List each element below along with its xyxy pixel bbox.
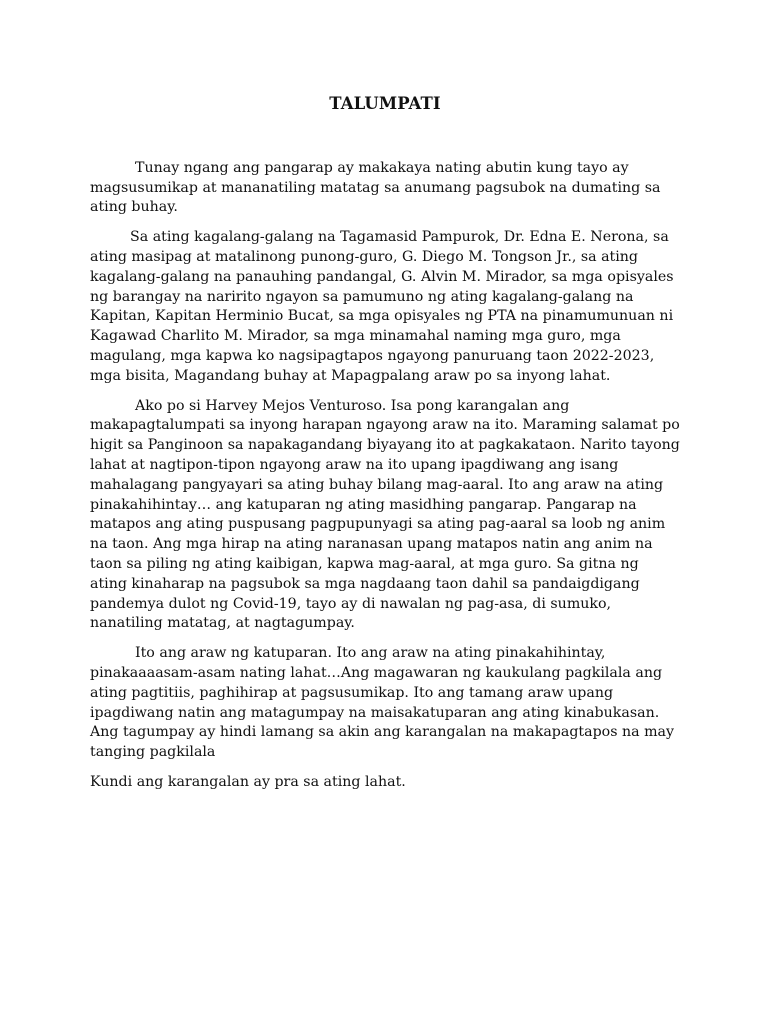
paragraph-closing: Kundi ang karangalan ay pra sa ating lahat. bbox=[90, 773, 406, 790]
paragraph-self-introduction: Ako po si Harvey Mejos Venturoso. Isa pong karangalan ang makapagtalumpati sa inyong harapan ngayong araw na ito. Maraming salamat po higit sa Panginoon sa napakagandang biyayang ito at pagkakataon. Narito tayong lahat at nagtipon-tipon ngayong araw na ito upang ipagdiwang ang isang mahalagang pangyayari sa ating buhay bilang mag-aaral. Ito ang araw na ating pinakahihintay… ang katuparan ng ating masidhing pangarap. Pangarap na matapos ang ating puspusang pagpupunyagi sa ating pag-aaral sa loob ng anim na taon. Ang mga hirap na ating naranasan upang matapos natin ang anim na taon sa piling ng ating kaibigan, kapwa mag-aaral, at mga guro. Sa gitna ng ating kinaharap na pagsubok sa mga nagdaang taon dahil sa pandaigdigang pandemya dulot ng Covid-19, tayo ay di nawalan ng pag-asa, di sumuko, nanatiling matatag, at nagtagumpay. bbox=[90, 397, 680, 632]
document-title: TALUMPATI bbox=[329, 94, 441, 113]
paragraph-greetings: Sa ating kagalang-galang na Tagamasid Pampurok, Dr. Edna E. Nerona, sa ating masipag at matalinong punong-guro, G. Diego M. Tongson Jr., sa ating kagalang-galang na panauhing pandangal, G. Alvin M. Mirador, sa mga opisyales ng barangay na naririto ngayon sa pamumuno ng ating kagalang-galang na Kapitan, Kapitan Herminio Bucat, sa mga opisyales ng PTA na pinamumunuan ni Kagawad Charlito M. Mirador, sa mga minamahal naming mga guro, mga magulang, mga kapwa ko nagsipagtapos ngayong panuruang taon 2022-2023, mga bisita, Magandang buhay at Mapagpalang araw po sa inyong lahat. bbox=[90, 229, 674, 384]
paragraph-day-of-fulfillment: Ito ang araw ng katuparan. Ito ang araw na ating pinakahihintay, pinakaaaasam-asam nating lahat…Ang magawaran ng kaukulang pagkilala ang ating pagtitiis, paghihirap at pagsusumikap. Ito ang tamang araw upang ipagdiwang natin ang matagumpay na maisakatuparan ang ating kinabukasan. Ang tagumpay ay hindi lamang sa akin ang karangalan na makapagtapos na may tanging pagkilala bbox=[90, 645, 675, 761]
paragraph-intro: Tunay ngang ang pangarap ay makakaya nating abutin kung tayo ay magsusumikap at mananatiling matatag sa anumang pagsubok na dumating sa ating buhay. bbox=[90, 159, 661, 216]
document-page bbox=[90, 94, 680, 803]
